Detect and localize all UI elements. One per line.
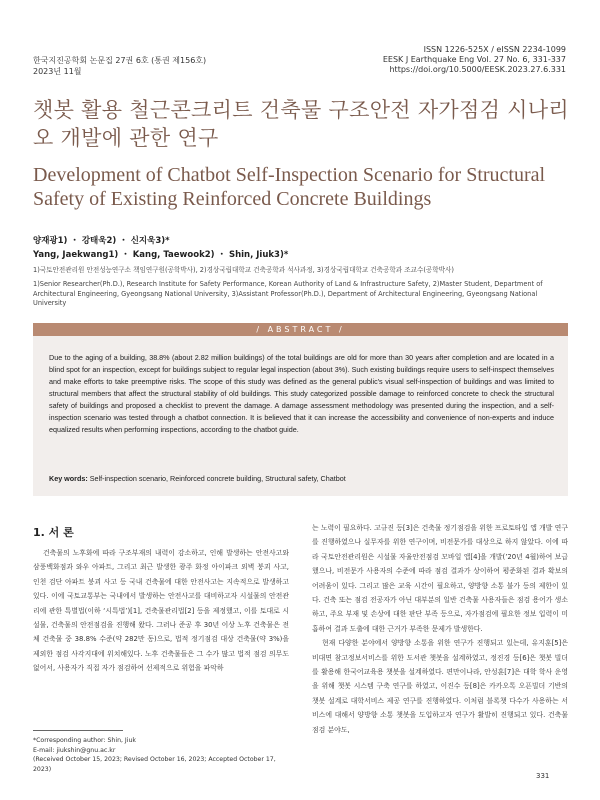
body-column-right: [312, 521, 568, 737]
keywords: [49, 474, 554, 483]
footnote-divider: [33, 730, 123, 731]
intro-paragraph-1-continued: 는 노력이 필요하다. 고규진 등[3]은 건축물 정기점검을 위한 프로토타입 앱 개발 연구를 진행하였으나 실무자를 위한 연구이며, 비전문가를 대상으로 하지 않았다. 이에 따라 국토안전관리원은 시설물 자율안전점검 모바일 앱[4]을 개발(’20년 4월)하여 보급했으나, 비전문가 사용자의 수준에 따라 점검 결과가 상이하여 평준화된 결과 확보의 어려움이 있다. 그리고 많은 교육 시간이 필요하고, 양방향 소통 불가 등의 제한이 있다. 건축 또는 점검 전공자가 아닌 대부분의 일반 건축물 사용자들은 점검 용어가 생소하고, 주요 부재 및 손상에 대한 판단 부족 등으로, 자가점검에 필요한 정보 입력이 미흡하여 결과 도출에 대한 근거가 부족한 문제가 발생한다.: [312, 524, 568, 633]
intro-paragraph-1: 건축물의 노후화에 따라 구조부재의 내력이 감소하고, 인해 발생하는 안전사고와 삼풍백화점과 와우 아파트, 그리고 최근 발생한 광주 화정 아이파크 외벽 붕괴 사고, 인천 검단 아파트 붕괴 사고 등 국내 건축물에 대한 안전사고는 지속적으로 발생하고 있다. 이에 국토교통부는 국내에서 발생하는 안전사고를 대비하고자 시설물의 안전관리에 관한 특별법(이하 ‘시특법’)[1], 건축물관리법[2] 등을 제정했고, 이를 토대로 시설물, 건축물의 안전점검을 진행해 왔다. 그러나 준공 후 30년 이상 노후 건축물은 전체 건축물 중 38.8% 수준(약 282만 동)으로, 법적 정기점검 대상 건축물(약 3%)을 제외한 점검 사각지대에 위치해있다. 노후 건축물들은 그 수가 많고 법적 점검 의무도 없어서, 사용자가 직접 자가 점검하여 선제적으로 위험을 파악하: [33, 549, 289, 673]
keywords-label: Key words:: [49, 474, 88, 483]
affiliations-korean: 1)국토안전관리원 안전성능연구소 책임연구원(공학박사), 2)경상국립대학교 건축공학과 석사과정, 3)경상국립대학교 건축공학과 조교수(공학박사): [33, 266, 454, 274]
abstract-text: Due to the aging of a building, 38.8% (about 2.82 million buildings) of the total buildings are old for more than 30 years after completion and are located in a blind spot for an inspection, except for buildings subject to regular legal inspection (about 3%). Such existing buildings require users to self-inspect themselves and make efforts to take preemptive risks. The scope of this study was defined as the general public's visual self-inspection of buildings and was limited to structural members that affect the structural stability of old buildings. This study categorized possible damage to reinforced concrete to check the structural safety of buildings and proposed a checklist to prevent the damage. A damage assessment methodology was presented during the inspection, and a self-inspection scenario was tested through a chatbot connection. It is believed that it can increase the accessibility and convenience of non-experts and induce equalized results when performing inspections, according to the chatbot guide.: [49, 353, 554, 434]
section-heading-introduction: 1. 서 론: [33, 526, 74, 539]
title-english: Development of Chatbot Self-Inspection Scenario for Structural Safety of Existing Reinforced Concrete Buildings: [33, 164, 546, 210]
affiliations-english: 1)Senior Researcher(Ph.D.), Research Institute for Safety Performance, Korean Authority of Land & Infrastructure Safety, 2)Master Student, Department of Architectural Engineering, Gyeongsang National University, 3)Assistant Professor(Ph.D.), Department of Architectural Engineering, Gyeongsang National University: [33, 280, 543, 307]
page-number: 331: [536, 772, 550, 780]
journal-name-en: EESK J Earthquake Eng Vol. 27 No. 6, 331-337: [382, 55, 566, 64]
journal-header-left: [33, 55, 206, 77]
body-column-left: [33, 546, 289, 676]
title-korean: 챗봇 활용 철근콘크리트 건축물 구조안전 자가점검 시나리오 개발에 관한 연구: [33, 98, 569, 150]
journal-header-right: [383, 45, 566, 75]
journal-name-ko: 한국지진공학회 논문집 27권 6호 (통권 제156호): [33, 56, 207, 65]
issn: ISSN 1226-525X / eISSN 2234-1099: [423, 45, 566, 54]
authors-korean: 양재광1) ・ 강태욱2) ・ 신지욱3)*: [33, 236, 170, 246]
corresponding-author: *Corresponding author: Shin, Jiuk: [33, 737, 136, 744]
doi-link[interactable]: https://doi.org/10.5000/EESK.2023.27.6.331: [389, 65, 566, 74]
authors-english: Yang, Jaekwang1) ・ Kang, Taewook2) ・ Shin, Jiuk3)*: [33, 250, 289, 260]
keywords-list: Self-inspection scenario, Reinforced concrete building, Structural safety, Chatbot: [89, 474, 346, 483]
author-email[interactable]: E-mail: jiukshin@gnu.ac.kr: [33, 746, 116, 754]
journal-date-ko: 2023년 11월: [33, 67, 82, 76]
intro-paragraph-2: 현재 다양한 분야에서 양방향 소통을 위한 연구가 진행되고 있는데, 유지훈[5]은 비대면 참고정보서비스를 위한 도서관 챗봇을 설계하였고, 정진경 등[6]은 챗봇 빌더를 활용해 한국어교육용 챗봇을 설계하였다. 편만이나라, 안성훈[7]은 대학 학사 운영을 위해 챗봇 시스템 구축 연구를 하였고, 이진수 등[8]은 카카오톡 오픈빌더 기반의 챗봇 설계로 대학서비스 제공 연구를 진행하였다. 이처럼 블록챗 다수가 사용하는 서비스에 대해서 양방향 소통 챗봇을 도입하고자 연구가 활발히 진행되고 있다. 건축물 점검 분야도,: [312, 639, 568, 734]
received-dates: (Received October 15, 2023; Revised October 16, 2023; Accepted October 17, 2023): [33, 756, 276, 773]
footnote: [33, 736, 293, 774]
abstract-heading: / ABSTRACT /: [33, 323, 568, 336]
